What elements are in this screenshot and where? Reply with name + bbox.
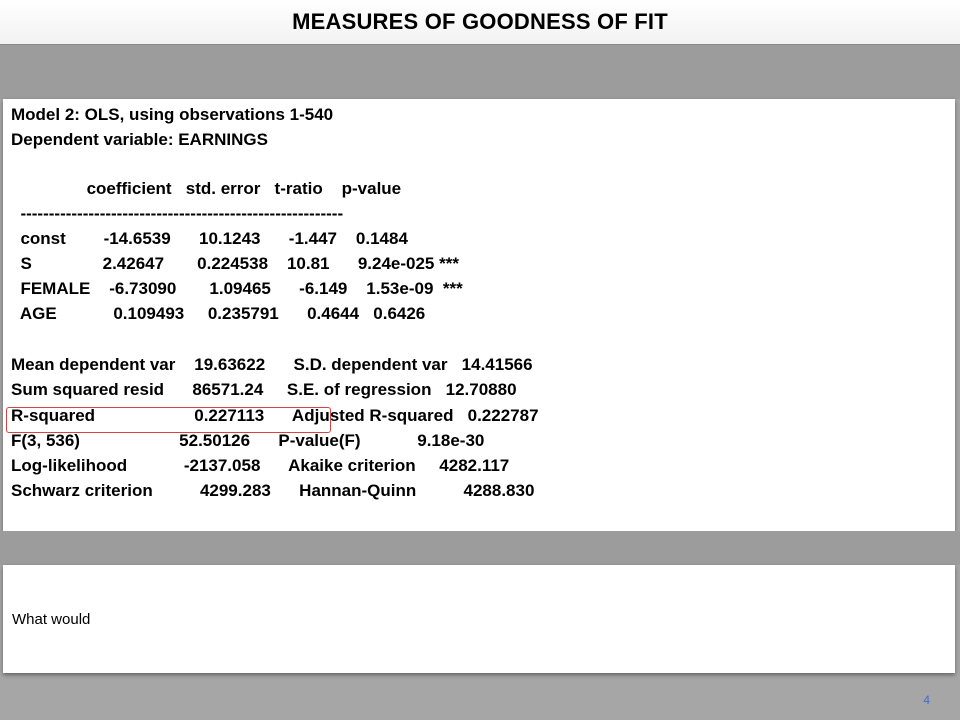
notes-text: What would	[12, 611, 91, 628]
stat-row: F(3, 536) 52.50126 P-value(F) 9.18e-30	[11, 431, 485, 450]
regression-output-panel	[3, 99, 955, 531]
table-row: S 2.42647 0.224538 10.81 9.24e-025 ***	[11, 254, 459, 273]
middle-band	[0, 531, 960, 565]
table-row: FEMALE -6.73090 1.09465 -6.149 1.53e-09 ***	[11, 279, 463, 298]
stat-row: Sum squared resid 86571.24 S.E. of regression 12.70880	[11, 380, 517, 399]
model-header: Model 2: OLS, using observations 1-540	[11, 105, 334, 124]
slide-title-bar	[0, 0, 960, 45]
top-band	[0, 45, 960, 99]
slide-title: MEASURES OF GOODNESS OF FIT	[292, 9, 668, 34]
notes-panel	[3, 565, 955, 673]
stat-row: Mean dependent var 19.63622 S.D. dependent var 14.41566	[11, 355, 533, 374]
coefficient-table-header: coefficient std. error t-ratio p-value	[11, 179, 402, 198]
stat-row-r-squared: R-squared 0.227113 Adjusted R-squared 0.222787	[11, 406, 539, 425]
table-divider: ---------------------------------------------------------	[11, 204, 344, 223]
stat-row: Log-likelihood -2137.058 Akaike criterion 4282.117	[11, 456, 510, 475]
stat-row: Schwarz criterion 4299.283 Hannan-Quinn 4288.830	[11, 481, 535, 500]
r-squared-highlight-box	[6, 407, 331, 433]
page-number: 4	[923, 693, 930, 707]
dependent-variable: Dependent variable: EARNINGS	[11, 130, 268, 149]
table-row: AGE 0.109493 0.235791 0.4644 0.6426	[11, 304, 426, 323]
table-row: const -14.6539 10.1243 -1.447 0.1484	[11, 229, 408, 248]
